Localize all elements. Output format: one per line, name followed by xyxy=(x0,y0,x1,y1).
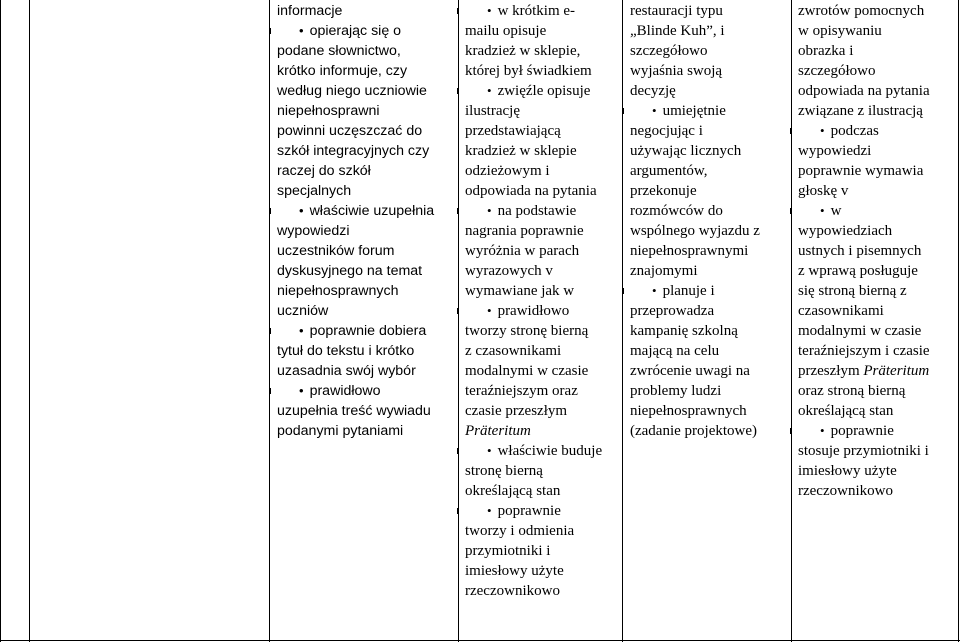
text-line: według niego uczniowie xyxy=(277,83,427,99)
text-line: uzasadnia swój wybór xyxy=(277,363,416,379)
bullet-item: • właściwie buduje xyxy=(465,441,621,461)
bullet-item: • na podstawie xyxy=(465,201,621,221)
bullet-item: • zwięźle opisuje xyxy=(465,81,621,101)
text-line: wymawiane jak w xyxy=(465,283,575,299)
bullet-item: • podczas xyxy=(798,121,958,141)
list-marker xyxy=(457,8,459,14)
table-divider xyxy=(791,0,792,642)
table-divider xyxy=(29,0,30,642)
text-line: decyzję xyxy=(630,83,676,99)
text-line: tworzy i odmienia xyxy=(465,523,575,539)
text-line: kradzież w sklepie xyxy=(465,143,577,159)
text-line: „Blinde Kuh”, i xyxy=(630,23,725,39)
text-line: ilustrację xyxy=(465,103,520,119)
text-line: znajomymi xyxy=(630,263,698,279)
bullet-item: • poprawnie xyxy=(465,501,621,521)
bullet-item: • umiejętnie xyxy=(630,101,790,121)
table-cell-col1 xyxy=(277,1,462,441)
bullet-item: • w krótkim e- xyxy=(465,1,621,21)
list-marker xyxy=(457,208,459,214)
list-marker xyxy=(269,28,271,34)
text-line: przekonuje xyxy=(630,183,697,199)
text-line: poprawnie wymawia xyxy=(798,163,924,179)
text-line: odpowiada na pytania xyxy=(798,83,930,99)
text-line: związane z ilustracją xyxy=(798,103,923,119)
text-line: raczej do szkół xyxy=(277,163,371,179)
text-line: przymiotniki i xyxy=(465,543,551,559)
text-line: niepełnosprawnymi xyxy=(630,243,749,259)
text-line: modalnymi w czasie xyxy=(798,323,922,339)
text-line: kampanię szkolną xyxy=(630,323,738,339)
list-marker xyxy=(269,208,271,214)
list-marker xyxy=(457,448,459,454)
text-line: z czasownikami xyxy=(465,343,562,359)
text-line: teraźniejszym i czasie xyxy=(798,343,930,359)
text-line: specjalnych xyxy=(277,183,352,199)
text-line: czasie przeszłym xyxy=(465,403,568,419)
text-line: stronę bierną xyxy=(465,463,543,479)
italic-term: Präteritum xyxy=(863,363,930,379)
text-line: ustnych i pisemnych xyxy=(798,243,922,259)
text-line: problemy ludzi xyxy=(630,383,722,399)
text-line: negocjując i xyxy=(630,123,703,139)
text-line: określającą stan xyxy=(798,403,894,419)
table-cell-col3 xyxy=(630,1,790,441)
text-line: imiesłowy użyte xyxy=(798,463,897,479)
text-line: wypowiedzi xyxy=(798,143,872,159)
text-line: w opisywaniu xyxy=(798,23,882,39)
list-marker xyxy=(269,388,271,394)
text-line: mającą na celu xyxy=(630,343,720,359)
text-line: przedstawiającą xyxy=(465,123,561,139)
text-line: się stroną bierną z xyxy=(798,283,907,299)
text-line: krótko informuje, czy xyxy=(277,63,408,79)
text-line: szczegółowo xyxy=(630,43,708,59)
text-line: używając licznych xyxy=(630,143,742,159)
text-line: uczniów xyxy=(277,303,329,319)
text-line: imiesłowy użyte xyxy=(465,563,564,579)
text-line: wyjaśnia swoją xyxy=(630,63,723,79)
text-line: stosuje przymiotniki i xyxy=(798,443,929,459)
text-line: podanymi pytaniami xyxy=(277,423,404,439)
list-marker xyxy=(457,508,459,514)
text-line: wypowiedziach xyxy=(798,223,893,239)
text-line: restauracji typu xyxy=(630,3,723,19)
bullet-item: • opierając się o xyxy=(277,21,462,41)
text-line: niepełnosprawni xyxy=(277,103,380,119)
bullet-item: • poprawnie xyxy=(798,421,958,441)
text-line: zwrotów pomocnych xyxy=(798,3,925,19)
bullet-item: • prawidłowo xyxy=(277,381,462,401)
text-line: tytuł do tekstu i krótko xyxy=(277,343,415,359)
table-border-left xyxy=(0,0,1,642)
text-line: odzieżowym i xyxy=(465,163,550,179)
text-line: niepełnosprawnych xyxy=(277,283,399,299)
text-line: nagrania poprawnie xyxy=(465,223,584,239)
text-line: rzeczownikowo xyxy=(798,483,893,499)
text-line: z wprawą posługuje xyxy=(798,263,918,279)
text-line: dyskusyjnego na temat xyxy=(277,263,423,279)
list-marker xyxy=(457,308,459,314)
text-line: obrazka i xyxy=(798,43,854,59)
text-line: rozmówców do xyxy=(630,203,723,219)
text-line: wypowiedzi xyxy=(277,223,350,239)
table-cell-col4 xyxy=(798,1,958,501)
text-line: tworzy stronę bierną xyxy=(465,323,589,339)
bullet-item: • poprawnie dobiera xyxy=(277,321,462,341)
table-border-right xyxy=(958,0,959,642)
text-line: uzupełnia treść wywiadu xyxy=(277,403,431,419)
text-line: przeprowadza xyxy=(630,303,715,319)
text-line: wspólnego wyjazdu z xyxy=(630,223,760,239)
text-line: modalnymi w czasie xyxy=(465,363,589,379)
text-line: niepełnosprawnych xyxy=(630,403,747,419)
text-line: kradzież w sklepie, xyxy=(465,43,581,59)
text-line: określającą stan xyxy=(465,483,561,499)
text-line: uczestników forum xyxy=(277,243,395,259)
text-line: (zadanie projektowe) xyxy=(630,423,758,439)
text-line: wyrazowych v xyxy=(465,263,553,279)
text-line: której był świadkiem xyxy=(465,63,592,79)
list-marker xyxy=(790,128,792,134)
bullet-item: • prawidłowo xyxy=(465,301,621,321)
list-marker xyxy=(622,288,624,294)
list-marker xyxy=(269,328,271,334)
table-cell-col2 xyxy=(465,1,621,601)
text-line: wyróżnia w parach xyxy=(465,243,580,259)
text-line: Präteritum xyxy=(465,423,531,439)
text-line: podane słownictwo, xyxy=(277,43,401,59)
text-line: odpowiada na pytania xyxy=(465,183,597,199)
list-marker xyxy=(790,208,792,214)
list-marker xyxy=(457,88,459,94)
table-border-bottom xyxy=(0,640,960,641)
text-line: powinni uczęszczać do xyxy=(277,123,423,139)
text-line: mailu opisuje xyxy=(465,23,547,39)
table-divider xyxy=(622,0,623,642)
list-marker xyxy=(622,108,624,114)
text-line: oraz stroną bierną xyxy=(798,383,906,399)
text-line: informacje xyxy=(277,3,343,19)
text-line: rzeczownikowo xyxy=(465,583,560,599)
text-line: argumentów, xyxy=(630,163,708,179)
text-line: zwrócenie uwagi na xyxy=(630,363,750,379)
text-line: szkół integracyjnych czy xyxy=(277,143,430,159)
list-marker xyxy=(790,428,792,434)
bullet-item: • planuje i xyxy=(630,281,790,301)
text-line: głoskę v xyxy=(798,183,849,199)
table-divider xyxy=(269,0,270,642)
text-line: przeszłym Präteritum xyxy=(798,363,930,379)
text-line: szczegółowo xyxy=(798,63,876,79)
bullet-item: • właściwie uzupełnia xyxy=(277,201,462,221)
text-line: czasownikami xyxy=(798,303,884,319)
text-line: teraźniejszym oraz xyxy=(465,383,578,399)
bullet-item: • w xyxy=(798,201,958,221)
